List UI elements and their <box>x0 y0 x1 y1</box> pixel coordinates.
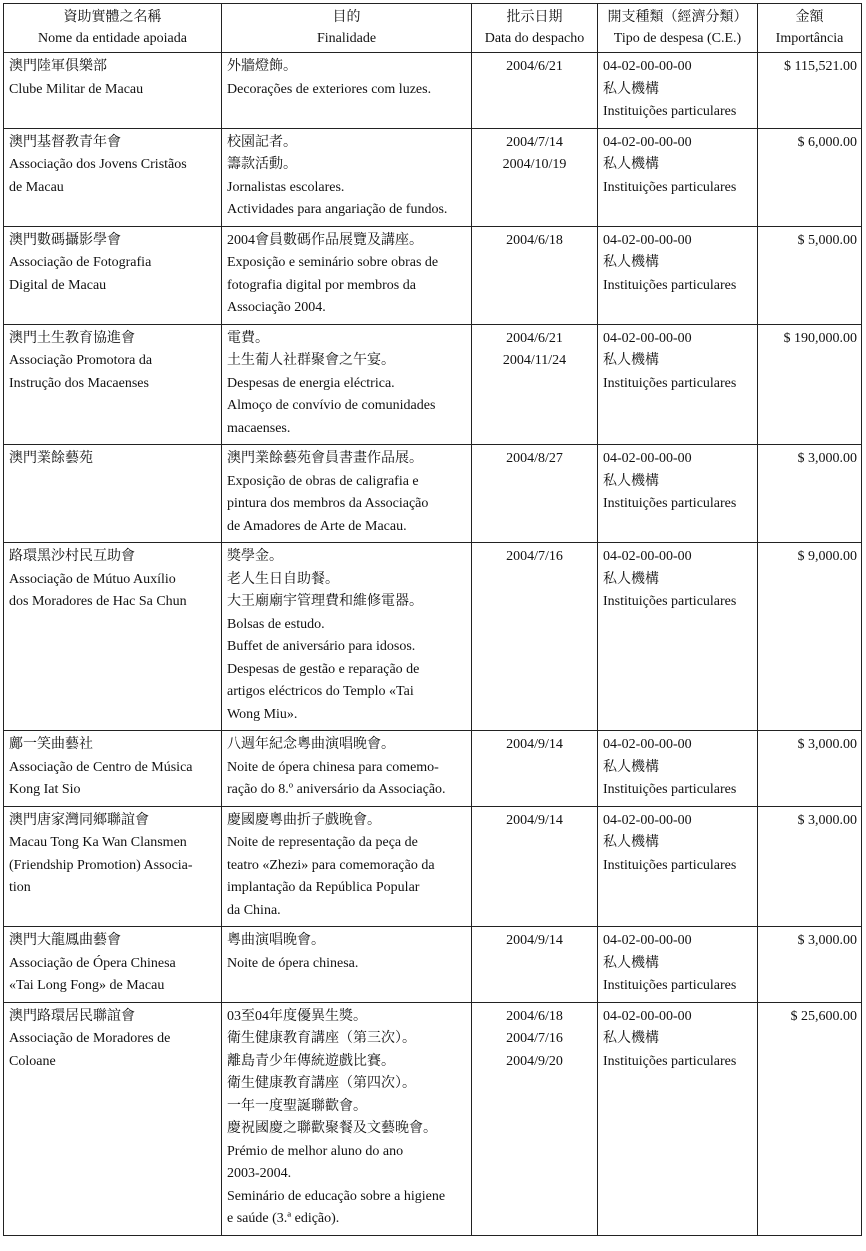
purpose-line: Buffet de aniversário para idosos. <box>227 639 416 654</box>
purpose-line: 籌款活動。 <box>227 157 297 172</box>
purpose-line: 衛生健康教育講座（第三次）。 <box>227 1031 416 1046</box>
purpose-line: Prémio de melhor aluno do ano <box>227 1143 404 1159</box>
purpose-line: Seminário de educação sobre a higiene <box>227 1188 446 1204</box>
purpose-cell <box>222 927 472 1003</box>
amount-cell <box>758 53 862 129</box>
header-entity: 資助實體之名稱 Nome da entidade apoiada <box>4 4 222 53</box>
purpose-line: 土生葡人社群聚會之午宴。 <box>227 353 395 368</box>
purpose-line: teatro «Zhezi» para comemoração da <box>227 857 435 873</box>
type-line: 04-02-00-00-00 <box>603 812 692 828</box>
entity-line: 澳門數碼攝影學會 <box>9 232 121 248</box>
date-line: 2004/9/14 <box>506 812 563 828</box>
date-line: 2004/6/18 <box>506 232 563 248</box>
date-cell <box>472 543 598 731</box>
purpose-line: 八週年紀念粵曲演唱晚會。 <box>227 737 395 752</box>
entity-line: Clube Militar de Macau <box>9 81 144 97</box>
entity-cell <box>4 1002 222 1235</box>
amount-value: $ 190,000.00 <box>783 330 857 346</box>
entity-cell <box>4 324 222 445</box>
type-line: Instituições particulares <box>603 179 737 195</box>
type-line: 04-02-00-00-00 <box>603 232 692 248</box>
purpose-line: Almoço de convívio de comunidades <box>227 398 436 413</box>
entity-cell <box>4 53 222 129</box>
type-cell <box>598 445 758 543</box>
entity-line: 澳門基督教青年會 <box>9 134 121 150</box>
entity-cell <box>4 806 222 927</box>
type-line: 私人機構 <box>603 473 659 489</box>
amount-cell <box>758 543 862 731</box>
amount-value: $ 3,000.00 <box>797 451 857 466</box>
entity-line: Associação de Fotografia <box>9 255 152 270</box>
purpose-line: Associação 2004. <box>227 300 326 315</box>
date-cell <box>472 226 598 324</box>
purpose-line: Wong Miu». <box>227 706 298 722</box>
purpose-cell <box>222 543 472 731</box>
purpose-line: 2004會員數碼作品展覽及講座。 <box>227 232 423 248</box>
purpose-line: 慶國慶粵曲折子戲晚會。 <box>227 812 381 828</box>
date-cell <box>472 324 598 445</box>
date-cell <box>472 128 598 226</box>
type-line: Instituições particulares <box>603 104 737 119</box>
type-line: 04-02-00-00-00 <box>603 1008 692 1024</box>
amount-cell <box>758 1002 862 1235</box>
purpose-line: da China. <box>227 902 281 918</box>
purpose-line: Noite de representação da peça de <box>227 835 418 850</box>
date-line: 2004/9/20 <box>506 1053 563 1069</box>
entity-line: Associação de Ópera Chinesa <box>9 955 176 971</box>
type-line: 私人機構 <box>603 955 659 971</box>
type-line: 04-02-00-00-00 <box>603 451 692 466</box>
entity-line: tion <box>9 880 31 895</box>
date-line: 2004/7/16 <box>506 1031 563 1046</box>
entity-cell <box>4 927 222 1003</box>
entity-line: dos Moradores de Hac Sa Chun <box>9 594 187 609</box>
type-line: Instituições particulares <box>603 496 737 511</box>
date-line: 2004/9/14 <box>506 933 563 948</box>
type-line: Instituições particulares <box>603 978 737 993</box>
purpose-line: 獎學金。 <box>227 549 283 564</box>
purpose-line: Decorações de exteriores com luzes. <box>227 81 432 97</box>
type-line: 04-02-00-00-00 <box>603 330 692 346</box>
type-line: 04-02-00-00-00 <box>603 737 692 752</box>
purpose-line: 粵曲演唱晚會。 <box>227 933 325 948</box>
purpose-line: 外牆燈飾。 <box>227 59 297 74</box>
entity-line: Instrução dos Macaenses <box>9 375 149 391</box>
type-line: 私人機構 <box>603 1031 659 1046</box>
purpose-line: 一年一度聖誕聯歡會。 <box>227 1098 367 1114</box>
amount-value: $ 3,000.00 <box>797 812 857 828</box>
entity-line: Digital de Macau <box>9 277 107 293</box>
amount-cell <box>758 806 862 927</box>
table-row <box>4 324 862 445</box>
entity-line: Kong Iat Sio <box>9 782 81 797</box>
purpose-line: Bolsas de estudo. <box>227 616 325 632</box>
entity-line: Associação de Moradores de <box>9 1031 171 1046</box>
entity-cell <box>4 226 222 324</box>
entity-line: Associação de Mútuo Auxílio <box>9 571 176 587</box>
type-line: 04-02-00-00-00 <box>603 549 692 564</box>
amount-cell <box>758 731 862 807</box>
entity-line: 鄺一笑曲藝社 <box>9 737 93 752</box>
purpose-line: Exposição de obras de caligrafia e <box>227 473 419 489</box>
type-line: 私人機構 <box>603 353 659 368</box>
header-row <box>4 4 862 53</box>
purpose-cell <box>222 53 472 129</box>
amount-value: $ 6,000.00 <box>797 134 857 150</box>
entity-line: Associação de Centro de Música <box>9 759 193 775</box>
entity-line: Associação dos Jovens Cristãos <box>9 157 187 172</box>
amount-value: $ 9,000.00 <box>797 549 857 564</box>
date-cell <box>472 806 598 927</box>
entity-cell <box>4 543 222 731</box>
table-row <box>4 128 862 226</box>
entity-line: Macau Tong Ka Wan Clansmen <box>9 835 187 850</box>
header-purpose: 目的 Finalidade <box>222 4 472 53</box>
purpose-line: artigos eléctricos do Templo «Tai <box>227 684 414 699</box>
type-line: 私人機構 <box>603 81 659 97</box>
purpose-line: e saúde (3.ª edição). <box>227 1211 340 1226</box>
type-line: 私人機構 <box>603 571 659 587</box>
type-line: 04-02-00-00-00 <box>603 59 692 74</box>
purpose-cell <box>222 324 472 445</box>
type-line: Instituições particulares <box>603 1053 737 1069</box>
purpose-line: 衛生健康教育講座（第四次）。 <box>227 1076 416 1091</box>
purpose-line: 慶祝國慶之聯歡聚餐及文藝晚會。 <box>227 1121 437 1136</box>
type-line: 04-02-00-00-00 <box>603 933 692 948</box>
entity-line: (Friendship Promotion) Associa- <box>9 857 193 873</box>
amount-value: $ 115,521.00 <box>784 59 857 74</box>
header-type: 開支種類（經濟分類） Tipo de despesa (C.E.) <box>598 4 758 53</box>
type-line: 私人機構 <box>603 157 659 172</box>
purpose-line: fotografia digital por membros da <box>227 277 416 293</box>
date-line: 2004/8/27 <box>506 451 563 466</box>
table-row <box>4 927 862 1003</box>
date-cell <box>472 1002 598 1235</box>
purpose-line: 老人生日自助餐。 <box>227 571 339 587</box>
purpose-line: 電費。 <box>227 330 269 346</box>
date-line: 2004/10/19 <box>502 157 567 172</box>
purpose-line: Exposição e seminário sobre obras de <box>227 255 439 270</box>
purpose-cell <box>222 1002 472 1235</box>
entity-line: 澳門土生教育協進會 <box>9 330 135 346</box>
type-line: Instituições particulares <box>603 782 737 797</box>
table-row <box>4 543 862 731</box>
entity-line: 澳門唐家灣同鄉聯誼會 <box>9 812 149 828</box>
date-line: 2004/7/16 <box>506 549 563 564</box>
type-line: 私人機構 <box>603 835 659 850</box>
type-cell <box>598 226 758 324</box>
purpose-line: Jornalistas escolares. <box>227 179 345 195</box>
purpose-line: Despesas de energia eléctrica. <box>227 375 395 391</box>
purpose-line: 大王廟廟宇管理費和維修電器。 <box>227 594 423 609</box>
entity-line: Coloane <box>9 1053 56 1069</box>
entity-line: 澳門陸軍俱樂部 <box>9 59 107 74</box>
type-cell <box>598 806 758 927</box>
amount-cell <box>758 226 862 324</box>
purpose-line: Actividades para angariação de fundos. <box>227 202 448 217</box>
entity-cell <box>4 731 222 807</box>
amount-cell <box>758 324 862 445</box>
type-cell <box>598 1002 758 1235</box>
table-row <box>4 806 862 927</box>
purpose-line: 離島青少年傳統遊戲比賽。 <box>227 1053 395 1069</box>
purpose-cell <box>222 226 472 324</box>
entity-line: de Macau <box>9 179 64 195</box>
purpose-line: Despesas de gestão e reparação de <box>227 661 420 677</box>
type-cell <box>598 927 758 1003</box>
table-row <box>4 53 862 129</box>
date-line: 2004/6/21 <box>506 330 563 346</box>
purpose-line: pintura dos membros da Associação <box>227 496 429 511</box>
type-line: 私人機構 <box>603 759 659 775</box>
type-line: 04-02-00-00-00 <box>603 134 692 150</box>
date-line: 2004/9/14 <box>506 737 563 752</box>
purpose-cell <box>222 445 472 543</box>
purpose-cell <box>222 128 472 226</box>
date-line: 2004/11/24 <box>502 353 567 368</box>
purpose-line: 校園記者。 <box>227 134 297 150</box>
purpose-line: de Amadores de Arte de Macau. <box>227 518 407 534</box>
amount-value: $ 3,000.00 <box>797 737 857 752</box>
purpose-line: macaenses. <box>227 420 291 436</box>
table-row <box>4 445 862 543</box>
date-cell <box>472 445 598 543</box>
entity-cell <box>4 445 222 543</box>
purpose-line: 2003-2004. <box>227 1166 292 1181</box>
type-line: Instituições particulares <box>603 375 737 391</box>
date-line: 2004/7/14 <box>506 134 563 150</box>
table-row <box>4 1002 862 1235</box>
entity-cell <box>4 128 222 226</box>
type-cell <box>598 731 758 807</box>
date-cell <box>472 53 598 129</box>
type-line: Instituições particulares <box>603 277 737 293</box>
header-date: 批示日期 Data do despacho <box>472 4 598 53</box>
amount-cell <box>758 445 862 543</box>
entity-line: 澳門業餘藝苑 <box>9 451 93 466</box>
table-row <box>4 731 862 807</box>
date-line: 2004/6/21 <box>506 59 563 74</box>
entity-line: 澳門大龍鳳曲藝會 <box>9 933 121 948</box>
amount-value: $ 25,600.00 <box>790 1008 857 1024</box>
amount-value: $ 5,000.00 <box>797 232 857 248</box>
date-cell <box>472 927 598 1003</box>
purpose-line: Noite de ópera chinesa. <box>227 955 359 971</box>
type-cell <box>598 128 758 226</box>
purpose-line: 03至04年度優異生獎。 <box>227 1008 367 1024</box>
purpose-line: implantação da República Popular <box>227 880 420 895</box>
entity-line: Associação Promotora da <box>9 353 153 368</box>
date-line: 2004/6/18 <box>506 1008 563 1024</box>
amount-cell <box>758 927 862 1003</box>
amount-value: $ 3,000.00 <box>797 933 857 948</box>
entity-line: «Tai Long Fong» de Macau <box>9 978 165 993</box>
purpose-line: 澳門業餘藝苑會員書畫作品展。 <box>227 451 423 466</box>
purpose-line: Noite de ópera chinesa para comemo- <box>227 759 439 775</box>
purpose-line: ração do 8.º aniversário da Associação. <box>227 782 446 797</box>
purpose-cell <box>222 731 472 807</box>
purpose-cell <box>222 806 472 927</box>
header-amount: 金額 Importância <box>758 4 862 53</box>
type-line: 私人機構 <box>603 255 659 270</box>
amount-cell <box>758 128 862 226</box>
table-row <box>4 226 862 324</box>
entity-line: 澳門路環居民聯誼會 <box>9 1008 135 1024</box>
type-line: Instituições particulares <box>603 857 737 873</box>
type-cell <box>598 543 758 731</box>
type-cell <box>598 324 758 445</box>
entity-line: 路環黑沙村民互助會 <box>9 549 135 564</box>
subsidy-table <box>3 3 862 1236</box>
type-cell <box>598 53 758 129</box>
type-line: Instituições particulares <box>603 594 737 609</box>
date-cell <box>472 731 598 807</box>
